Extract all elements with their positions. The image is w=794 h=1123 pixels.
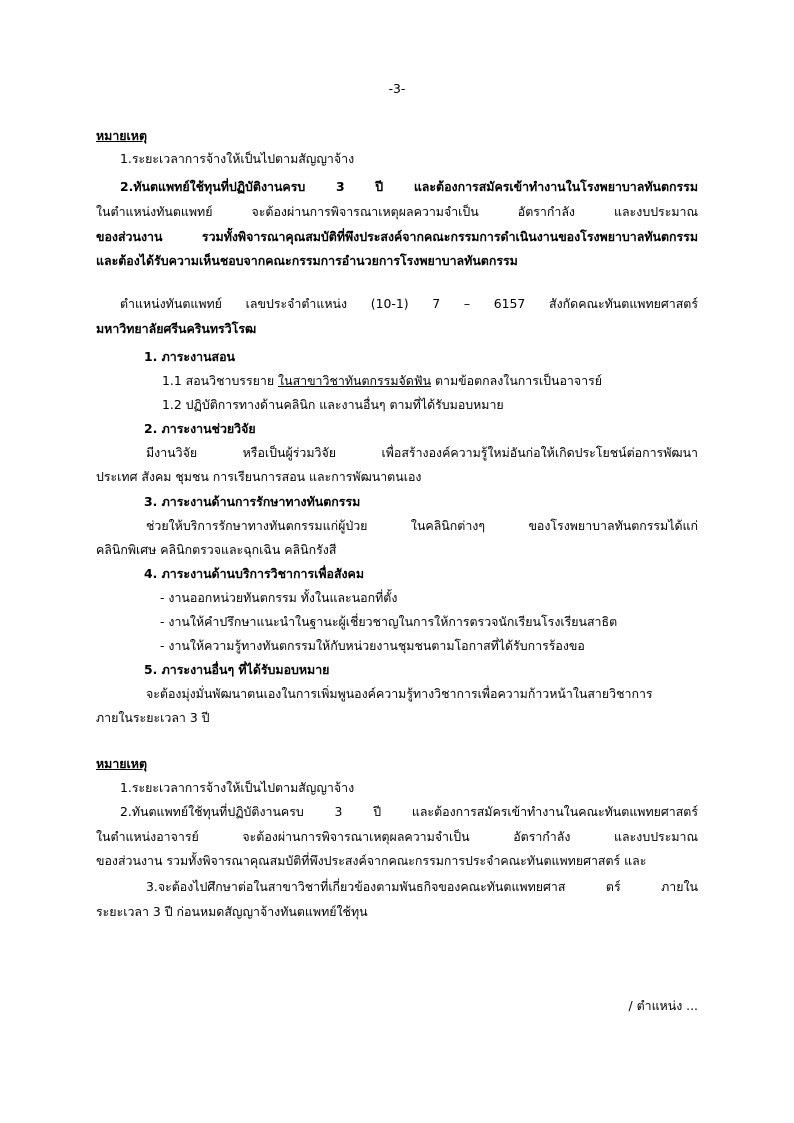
- duty-title: 1. ภาระงานสอน: [144, 349, 236, 364]
- position-title: ตำแหน่งทันตแพทย์ เลขประจำตำแหน่ง (10-1) 7 – 6157 สังกัดคณะทันตแพทยศาสตร์: [120, 296, 698, 311]
- duty-text: จะต้องมุ่งมั่นพัฒนาตนเองในการเพิ่มพูนองค์ความรู้ทางวิชาการเพื่อความก้าวหน้าในสายวิชาการ: [146, 686, 653, 701]
- position-affiliation: มหาวิทยาลัยศรีนครินทรวิโรฒ: [96, 321, 257, 336]
- note-item: 3.จะต้องไปศึกษาต่อในสาขาวิชาที่เกี่ยวข้องตามพันธกิจของคณะทันตแพทยศาส ตร์ ภายใน: [146, 879, 698, 894]
- continuation-marker: / ตำแหน่ง ...: [628, 998, 698, 1013]
- note-item: 1.ระยะเวลาการจ้างให้เป็นไปตามสัญญาจ้าง: [120, 780, 355, 795]
- page-number: -3-: [388, 81, 406, 96]
- duty-title: 2. ภาระงานช่วยวิจัย: [144, 421, 256, 436]
- note-item-continued: และต้องได้รับความเห็นชอบจากคณะกรรมการอำนวยการโรงพยาบาลทันตกรรม: [96, 253, 518, 268]
- note-heading: หมายเหตุ: [96, 128, 148, 143]
- duty-subitem-text: 1.1 สอนวิชาบรรยาย: [162, 373, 279, 388]
- duty-text: คลินิกพิเศษ คลินิกตรวจและฉุกเฉิน คลินิกรังสี: [96, 542, 337, 557]
- duty-subitem: 1.2 ปฏิบัติการทางด้านคลินิก และงานอื่นๆ ตามที่ได้รับมอบหมาย: [162, 397, 504, 412]
- duty-title: 5. ภาระงานอื่นๆ ที่ได้รับมอบหมาย: [144, 662, 330, 677]
- duty-title: 4. ภาระงานด้านบริการวิชาการเพื่อสังคม: [144, 566, 365, 581]
- note-item-continued: ของส่วนงาน รวมทั้งพิจารณาคุณสมบัติที่พึงประสงค์จากคณะกรรมการดำเนินงานของโรงพยาบาลทันตกรรม: [96, 229, 698, 244]
- note-item: 2.ทันตแพทย์ใช้ทุนที่ปฏิบัติงานครบ 3 ปี และต้องการสมัครเข้าทำงานในคณะทันตแพทยศาสตร์: [120, 804, 698, 819]
- duty-text: ภายในระยะเวลา 3 ปี: [96, 710, 210, 725]
- duty-bullet: - งานออกหน่วยทันตกรรม ทั้งในและนอกที่ตั้ง: [160, 590, 398, 605]
- note-item-continued: ของส่วนงาน รวมทั้งพิจารณาคุณสมบัติที่พึงประสงค์จากคณะกรรมการประจำคณะทันตแพทยศาสตร์ และ: [96, 853, 647, 868]
- duty-title: 3. ภาระงานด้านการรักษาทางทันตกรรม: [144, 494, 361, 509]
- note-heading: หมายเหตุ: [96, 756, 148, 771]
- duty-subitem-underlined: ในสาขาวิชาทันตกรรมจัดฟัน: [278, 373, 432, 388]
- note-item: 2.ทันตแพทย์ใช้ทุนที่ปฏิบัติงานครบ 3 ปี และต้องการสมัครเข้าทำงานในโรงพยาบาลทันตกรรม: [120, 179, 698, 194]
- note-item-continued: ระยะเวลา 3 ปี ก่อนหมดสัญญาจ้างทันตแพทย์ใช้ทุน: [96, 904, 368, 919]
- duty-bullet: - งานให้คำปรึกษาแนะนำในฐานะผู้เชี่ยวชาญในการให้การตรวจนักเรียนโรงเรียนสาธิต: [160, 614, 618, 629]
- duty-text: ประเทศ สังคม ชุมชน การเรียนการสอน และการพัฒนาตนเอง: [96, 469, 422, 484]
- duty-text: ช่วยให้บริการรักษาทางทันตกรรมแก่ผู้ป่วย ในคลินิกต่างๆ ของโรงพยาบาลทันตกรรมได้แก่: [146, 518, 698, 533]
- duty-bullet: - งานให้ความรู้ทางทันตกรรมให้กับหน่วยงานชุมชนตามโอกาสที่ได้รับการร้องขอ: [160, 638, 585, 653]
- note-item-continued: ในตำแหน่งทันตแพทย์ จะต้องผ่านการพิจารณาเหตุผลความจำเป็น อัตรากำลัง และงบประมาณ: [96, 204, 698, 219]
- note-item: 1.ระยะเวลาการจ้างให้เป็นไปตามสัญญาจ้าง: [120, 151, 355, 166]
- note-item-continued: ในตำแหน่งอาจารย์ จะต้องผ่านการพิจารณาเหตุผลความจำเป็น อัตรากำลัง และงบประมาณ: [96, 829, 698, 844]
- duty-subitem: [162, 372, 602, 390]
- duty-subitem-text: ตามข้อตกลงในการเป็นอาจารย์: [431, 373, 603, 388]
- duty-text: มีงานวิจัย หรือเป็นผู้ร่วมวิจัย เพื่อสร้างองค์ความรู้ใหม่อันก่อให้เกิดประโยชน์ต่อการพัฒนา: [146, 445, 698, 460]
